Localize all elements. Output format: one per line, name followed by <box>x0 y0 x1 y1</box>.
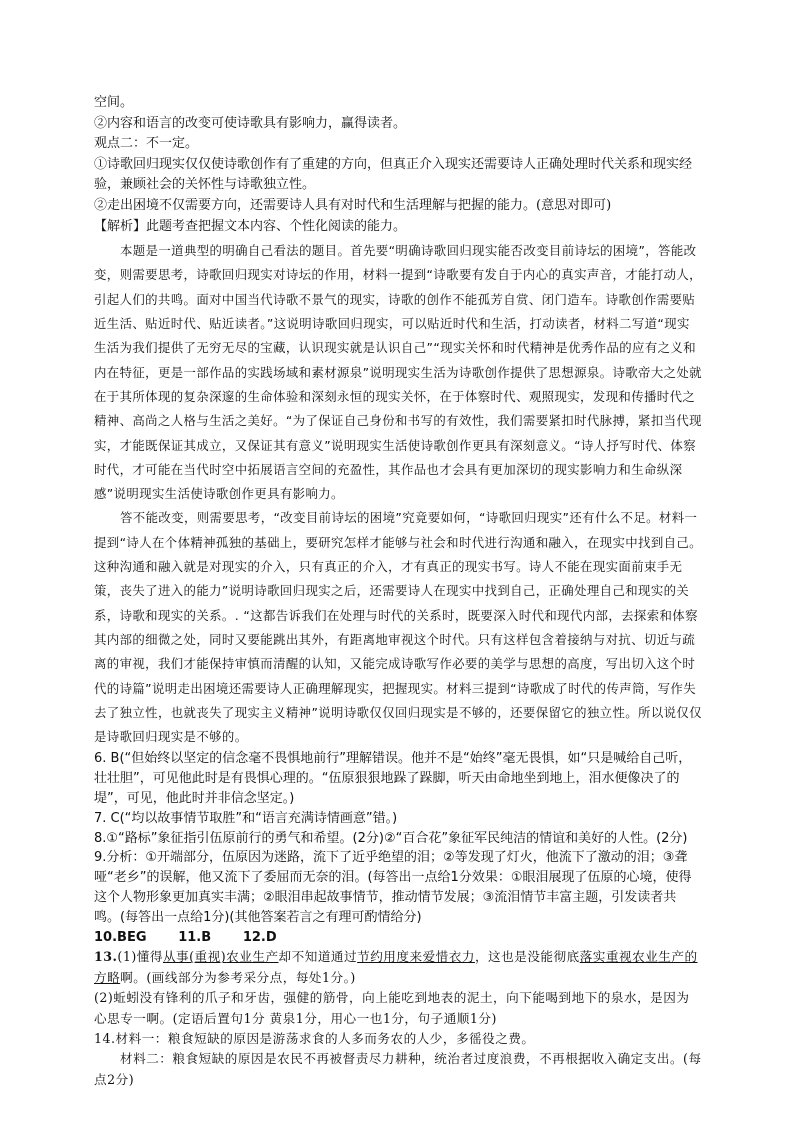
analysis-paragraph-2: 答不能改变，则需要思考，“改变目前诗坛的困境”究竟要如何，“诗歌回归现实”还有什么不足。材料一提到“诗人在个体精神孤独的基础上，要研究怎样才能够与社会和时代进行沟通和融入，在现实中找到自己。这种沟通和融入就是对现实的介入，只有真正的介入，才有真正的现实书写。诗人不能在现实面前束手无策，丧失了进入的能力”说明诗歌回归现实之后，还需要诗人在现实中找到自己，正确处理自己和现实的关系，诗歌和现实的关系。. “这都告诉我们在处理与时代的关系时，既要深入时代和现代内部，去探索和体察其内部的细微之处，同时又要能跳出其外，有距离地审视这个时代。只有这样包含着接纳与对抗、切近与疏离的审视，我们才能保持审慎而清醒的认知，又能完成诗歌写作必要的美学与思想的高度，写出切入这个时代的诗篇”说明走出困境还需要诗人正确理解现实，把握现实。材料三提到“诗歌成了时代的传声筒，写作失去了独立性，也就丧失了现实主义精神”说明诗歌仅仅回归现实是不够的，还要保留它的独立性。所以说仅仅是诗歌回归现实是不够的。 <box>94 510 702 745</box>
answer-q14-material2: 材料二：粮食短缺的原因是农民不再被督责尽力耕种，统治者过度浪费，不再根据收入确定支出。(每点2分) <box>94 1051 702 1087</box>
text-line: ②内容和语言的改变可使诗歌具有影响力，赢得读者。 <box>94 115 407 131</box>
text-span: 却不知道通过 <box>278 949 358 965</box>
answer-q14-material1: 14.材料一：粮食短缺的原因是游荡求食的人多而务农的人少，多徭役之费。 <box>94 1030 535 1046</box>
underlined-point: 从事(重视) <box>162 949 227 965</box>
answer-q7: 7. C(“均以故事情节取胜”和“语言充满诗情画意”错。) <box>94 810 398 826</box>
text-line: 空间。 <box>94 95 134 110</box>
answer-q8: 8.①“路标”象征指引伍原前行的勇气和希望。(2分)②“百合花”象征军民纯洁的情谊和美好的人性。(2分) <box>94 830 688 846</box>
text-span: 啊。(画线部分为参考采分点，每处1分。) <box>120 969 356 985</box>
answer-q10: 10.BEG <box>94 929 147 945</box>
answer-q9: 9.分析：①开端部分，伍原因为迷路，流下了近乎绝望的泪；②等发现了灯火，他流下了激动的泪；③聋哑“老乡”的误解，他又流下了委屈而无奈的泪。(每答出一点给1分效果：①眼泪展现了伍原的心境，使得这个人物形象更加真实丰满；②眼泪串起故事情节，推动情节发展；③流泪情节丰富主题，引发读者共鸣。(每答出一点给1分)(其他答案若言之有理可酌情给分) <box>94 850 692 925</box>
underlined-point: 农业生产的方略 <box>94 949 698 985</box>
text-line: ①诗歌回归现实仅仅使诗歌创作有了重建的方向，但真正介入现实还需要诗人正确处理时代关系和现实经验，兼顾社会的关怀性与诗歌独立性。 <box>94 156 693 193</box>
answer-q6: 6. B(“但始终以坚定的信念毫不畏惧地前行”理解错误。他并不是“始终”毫无畏惧，如“只是喊给自己听，壮壮胆”，可见他此时是有畏惧心理的。“伍原狠狠地跺了跺脚，听天由命地坐到地上，泪水便像决了的堤”，可见，他此时并非信念坚定。) <box>94 751 692 806</box>
answer-multiple-choice <box>94 928 702 948</box>
answer-q13-part1 <box>94 947 702 988</box>
answer-q13-part2: (2)蚯蚓没有锋利的爪子和牙齿，强健的筋骨，向上能吃到地表的泥土，向下能喝到地下的泉水，是因为心思专一啊。(定语后置句1分 黄泉1分，用心一也1分，句子通顺1分) <box>94 990 690 1026</box>
text-line: 观点二：不一定。 <box>94 136 199 152</box>
answer-q11: 11.B <box>178 929 212 945</box>
answer-key-content <box>94 93 702 1090</box>
q13-number: 13. <box>94 949 118 965</box>
text-span: (1)懂得 <box>117 949 163 965</box>
answer-q12: 12.D <box>242 929 277 945</box>
analysis-paragraph-1: 本题是一道典型的明确自己看法的题目。首先要“明确诗歌回归现实能否改变目前诗坛的困境”，答能改变，则需要思考，诗歌回归现实对诗坛的作用，材料一提到“诗歌要有发自于内心的真实声音，才能打动人，引起人们的共鸣。面对中国当代诗歌不景气的现实，诗歌的创作不能孤芳自赏、闭门造车。诗歌创作需要贴近生活、贴近时代、贴近读者。”这说明诗歌回归现实，可以贴近时代和生活，打动读者，材料二写道“现实生活为我们提供了无穷无尽的宝藏，认识现实就是认识自己”“现实关怀和时代精神是优秀作品的应有之义和内在特征，更是一部作品的实践场域和素材源泉”说明现实生活为诗歌创作提供了思想源泉。诗歌帝大之处就在于其所体现的复杂深邃的生命体验和深刻永恒的现实关怀，在于体察时代、观照现实，发现和传播时代之精神、高尚之人格与生活之美好。“为了保证自己身份和书写的有效性，我们需要紧扣时代脉搏，紧扣当代现实，才能既保证其成立，又保证其有意义”说明现实生活使诗歌创作更具有深刻意义。“诗人抒写时代、体察时代，才可能在当代时空中拓展语言空间的充盈性，其作品也才会具有更加深切的现实影响力和生命纵深感”说明现实生活使诗歌创作更具有影响力。 <box>94 243 702 502</box>
underlined-point: 节约用度来爱惜衣力 <box>357 949 475 965</box>
text-span: ，这也是没能彻底 <box>474 949 580 965</box>
underlined-point: 农业生产 <box>226 949 279 965</box>
underlined-point: 落实重视 <box>579 949 633 965</box>
text-line: ②走出困境不仅需要方向，还需要诗人具有对时代和生活理解与把握的能力。(意思对即可) <box>94 197 612 213</box>
analysis-heading: 【解析】此题考查把握文本内容、个性化阅读的能力。 <box>94 218 407 234</box>
